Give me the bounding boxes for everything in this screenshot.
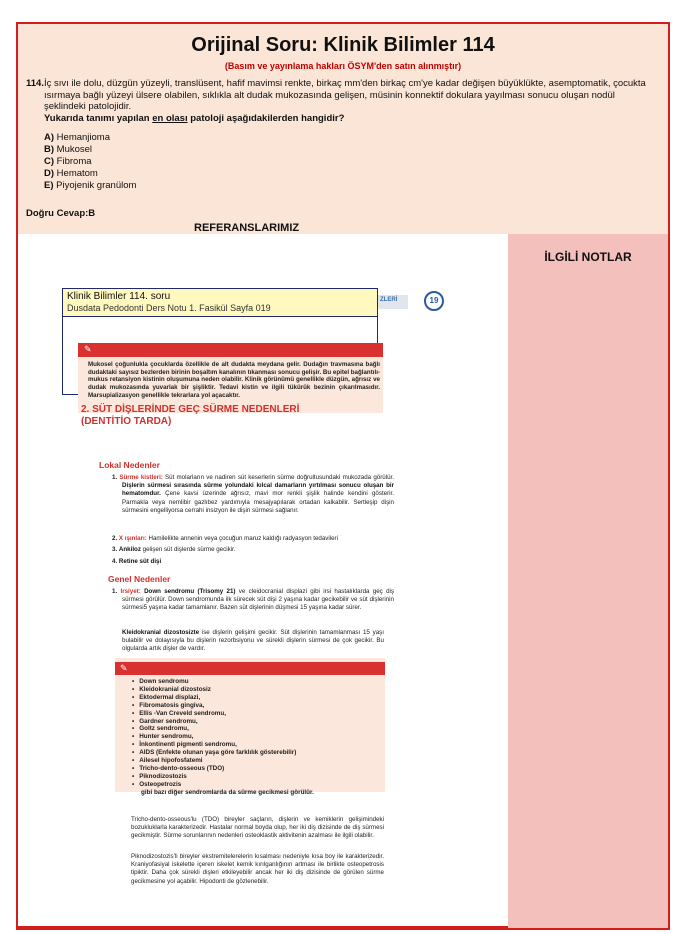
red-header-bar bbox=[115, 662, 385, 675]
list-note: gibi bazı diğer sendromlarda da sürme gecikmesi görülür. bbox=[141, 788, 314, 796]
source-question: Klinik Bilimler 114. soru bbox=[67, 291, 171, 302]
item-number: 4. bbox=[112, 558, 118, 565]
page-number-badge: 19 bbox=[424, 291, 444, 311]
list-item: • Kleidokranial dizostosiz bbox=[132, 686, 314, 694]
local-cause-4 bbox=[112, 558, 384, 566]
item-bold: Dişlerin sürmesi sırasında sürme yolundaki kılcal damarların yırtılması sonucu oluşan bir hematomdur. bbox=[122, 482, 394, 498]
option-key: D) bbox=[44, 168, 55, 179]
item-heading: X ışınları: bbox=[118, 535, 147, 542]
option-text: Hemanjioma bbox=[56, 132, 110, 143]
list-item: • AIDS (Enfekte olunan yaşa göre farklılık gösterebilir) bbox=[132, 749, 314, 757]
local-cause-2 bbox=[112, 535, 384, 543]
related-notes-panel bbox=[508, 234, 668, 928]
question-text bbox=[26, 78, 656, 113]
ask-part-2: patoloji aşağıdakilerden hangidir? bbox=[187, 112, 345, 124]
local-cause-1 bbox=[112, 474, 394, 515]
option-e[interactable] bbox=[44, 180, 656, 192]
kleido-paragraph bbox=[122, 629, 384, 654]
option-key: E) bbox=[44, 180, 54, 191]
option-a[interactable] bbox=[44, 132, 656, 144]
option-text: Hematom bbox=[56, 168, 98, 179]
section-title-line-2: (DENTİTİO TARDA) bbox=[81, 416, 172, 427]
item-text: gelişen süt dişlerde sürme gecikir. bbox=[140, 546, 236, 553]
list-item: • Down sendromu bbox=[132, 678, 314, 686]
local-causes-heading: Lokal Nedenler bbox=[99, 460, 160, 470]
local-cause-3 bbox=[112, 546, 384, 554]
tdo-paragraph: Tricho-dento-osseous'lu (TDO) bireyler saçların, dişlerin ve kemiklerin gelişimindeki bozukluklarla karakterizedir. Hastalar normal boyda olup, her iki diş dizisinde de diş sürmesi gecikmiştir. Sürme sorunlarının nedenleri osteoklastik aktivitenin azalması ile ilgili olabilir. bbox=[131, 816, 384, 840]
option-text: Mukosel bbox=[56, 144, 93, 155]
item-heading: Sürme kistleri: bbox=[119, 474, 163, 481]
notes-title: İLGİLİ NOTLAR bbox=[544, 250, 632, 264]
item-bold: Retine süt dişi bbox=[118, 558, 162, 565]
option-key: B) bbox=[44, 144, 55, 155]
item-text: Hamilelikte annenin veya çocuğun maruz kaldığı radyasyon tedavileri bbox=[146, 535, 338, 542]
answer-label: Doğru Cevap: bbox=[26, 208, 89, 219]
option-key: C) bbox=[44, 156, 55, 167]
item-bold: Kleidokranial dizostosizte bbox=[122, 629, 200, 636]
item-text: Çene kavsi üzerinde ağrısız, mavi mor renkli şişlik halinde kendini gösterir. Parmakla veya nemlibir gazlıbez yardımıyla mesajyapılarak ortadan kalkabilir. Sertleşip dişin sürmesini engelliyorsa cerrahi insizyon ile dişin sürmesi sağlanır. bbox=[122, 490, 394, 514]
list-item: • Ailesel hipofosfatemi bbox=[132, 757, 314, 765]
item-number: 3. bbox=[112, 546, 118, 553]
item-number: 1. bbox=[112, 588, 118, 595]
references-title: REFERANSLARIMIZ bbox=[194, 222, 300, 234]
question-body: İç sıvı ile dolu, düzgün yüzeyli, translüsent, hafif mavimsi renkte, birkaç mm'den birkaç cm'ye kadar değişen büyüklükte, asemptomatik, çocukta ısırmaya bağlı yüzeyi ülsere olabilen, sıklıkla alt dudak mukozasında gelişen, müsinin konnektif dokulara yayılması sonucu oluşan nodül şeklindeki patolojidir. bbox=[43, 78, 646, 112]
copyright-note: (Basım ve yayınlama hakları ÖSYM'den satın alınmıştır) bbox=[224, 61, 462, 71]
item-bold: Down sendromu (Trisomy 21) bbox=[140, 588, 236, 595]
question-header bbox=[18, 24, 668, 234]
section-title bbox=[81, 404, 299, 428]
option-text: Piyojenik granülom bbox=[56, 180, 137, 191]
item-text: ve cleidocranial displazi gibi irsi hastalıklarda geç diş sürmesi görülür. Down sendromunda ilk sürecek süt dişi 2 yaşına kadar gecikebilir ve süt dişlerinin sürmesi5 yaşına kadar tamamlanır. Bazen süt dişlerinin düşmesi 15 yaşına kadar sürer. bbox=[122, 588, 394, 612]
option-c[interactable] bbox=[44, 156, 656, 168]
option-text: Fibroma bbox=[56, 156, 92, 167]
item-number: 2. bbox=[112, 535, 118, 542]
answer-value: B bbox=[88, 208, 96, 219]
item-bold: Ankiloz bbox=[118, 546, 141, 553]
question-number: 114. bbox=[26, 78, 44, 89]
section-title-line-1: 2. SÜT DİŞLERİNDE GEÇ SÜRME NEDENLERİ bbox=[81, 404, 300, 415]
list-item: • İnkontinentl pigmenti sendromu, bbox=[132, 741, 314, 749]
option-d[interactable] bbox=[44, 168, 656, 180]
mukosel-paragraph: Mukosel çoğunlukla çocuklarda özellikle de alt dudakta meydana gelir. Dudağın travmasına bağlı dudaktaki sayısız bezlerden birinin boşaltım kanalının tıkanması sonucu gelişir. Bu epitel bağlantılı-mukus retansiyon kistinin oluşumuna neden olabilir. Klinik görünümü genellikle düzgün, ağrısız ve dudak mukozasında yuvarlak bir şişliktir. Tedavi kistin ve ilgili tükürük bezinin çıkarılmasıdır. Marsupializasyon genellikle tekrarlara yol açacaktır. bbox=[88, 361, 380, 399]
general-cause-1 bbox=[112, 588, 394, 613]
question-ask bbox=[26, 113, 656, 125]
ribbon-text: ZLERİ bbox=[380, 297, 398, 303]
pencil-icon: ✎ bbox=[84, 344, 92, 354]
list-item: • Goltz sendromu, bbox=[132, 725, 314, 733]
option-b[interactable] bbox=[44, 144, 656, 156]
pencil-icon: ✎ bbox=[120, 663, 128, 673]
pykno-paragraph: Piknodizostozis'li bireyler ekstremitelerelerin kısalması nedeniyle kısa boy ile karakterizedir. Kraniyofasiyal iskelette içeren iskelet kemik kırılganlığının artması ile birlikte osteopetrosis tipiktir. Daha çok sürekli dişleri etkileyebilir ancak her iki diş dizisinde de görülen sürme gecikmesine yol açabilir. Hipodonti de gözlenebilir. bbox=[131, 853, 384, 885]
list-item: • Osteopetrozis bbox=[132, 781, 314, 789]
list-item: • Fibromatosis gingiva, bbox=[132, 702, 314, 710]
question-block bbox=[26, 78, 656, 192]
red-header-bar bbox=[78, 343, 383, 357]
item-text: ise dişlerin gelişimi gecikir. Süt dişlerinin tamamlanması 15 yaşı bulabilir ve dolayısıyla bu dişlerin rezorbsiyonu ve sürekli dişlerin sürmesi de çok gecikir. Bu olgularda artık dişler de vardır. bbox=[122, 629, 384, 653]
options-list bbox=[26, 132, 656, 192]
source-reference: Dusdata Pedodonti Ders Notu 1. Fasikül Sayfa 019 bbox=[67, 303, 271, 313]
option-key: A) bbox=[44, 132, 55, 143]
ask-underline: en olası bbox=[152, 112, 188, 124]
item-heading: Irsiyet: bbox=[120, 588, 141, 595]
list-item: • Hunter sendromu, bbox=[132, 733, 314, 741]
source-box bbox=[62, 288, 378, 317]
correct-answer bbox=[26, 208, 95, 219]
general-causes-heading: Genel Nedenler bbox=[108, 574, 171, 584]
page-title: Orijinal Soru: Klinik Bilimler 114 bbox=[191, 34, 495, 56]
list-item: • Ektodermal displazi, bbox=[132, 694, 314, 702]
item-text: Süt molarların ve nadiren süt keserlerin sürme doğrultusundaki mukozada görülür. bbox=[162, 474, 394, 481]
list-item: • Gardner sendromu, bbox=[132, 718, 314, 726]
list-item: • Tricho-dento-osseous (TDO) bbox=[132, 765, 314, 773]
syndrome-list bbox=[132, 678, 314, 797]
list-item: • Ellis -Van Creveld sendromu, bbox=[132, 710, 314, 718]
item-number: 1. bbox=[112, 474, 118, 481]
ask-part-1: Yukarıda tanımı yapılan bbox=[44, 112, 153, 124]
list-item: • Piknodizostozis bbox=[132, 773, 314, 781]
